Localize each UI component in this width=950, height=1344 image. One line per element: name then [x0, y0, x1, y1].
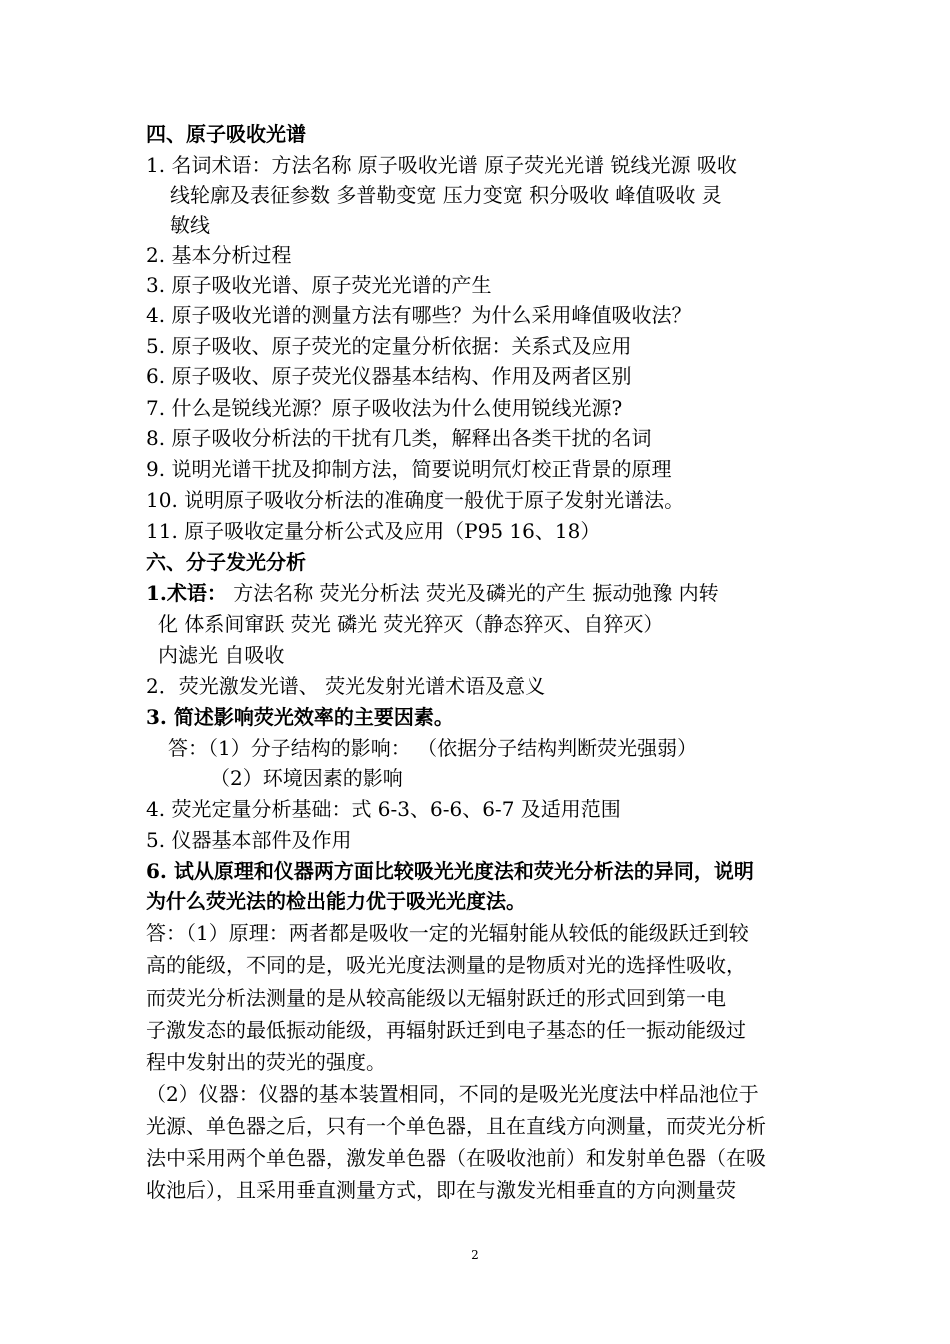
list-item: 5. 原子吸收、原子荧光的定量分析依据：关系式及应用 — [146, 334, 632, 358]
list-item: 9. 说明光谱干扰及抑制方法，简要说明氘灯校正背景的原理 — [146, 457, 672, 481]
list-item — [146, 578, 719, 608]
question-heading: 3. 简述影响荧光效率的主要因素。 — [146, 705, 454, 729]
list-item-continuation: 内滤光 自吸收 — [158, 643, 285, 667]
list-item: 8. 原子吸收分析法的干扰有几类，解释出各类干扰的名词 — [146, 426, 652, 450]
list-item: 4. 原子吸收光谱的测量方法有哪些？为什么采用峰值吸收法？ — [146, 303, 692, 327]
answer-paragraph-line: 收池后），且采用垂直测量方式，即在与激发光相垂直的方向测量荧 — [146, 1178, 736, 1202]
answer-paragraph-line: 光源、单色器之后，只有一个单色器，且在直线方向测量，而荧光分析 — [146, 1114, 766, 1138]
answer-paragraph-line: 程中发射出的荧光的强度。 — [146, 1050, 386, 1074]
answer-line: 答：（1）分子结构的影响： （依据分子结构判断荧光强弱） — [168, 736, 698, 760]
term-label: 1.术语： — [146, 581, 227, 605]
list-item: 11. 原子吸收定量分析公式及应用（P95 16、18） — [146, 519, 601, 543]
answer-paragraph-line: 子激发态的最低振动能级，再辐射跃迁到电子基态的任一振动能级过 — [146, 1018, 746, 1042]
answer-paragraph-line: 法中采用两个单色器，激发单色器（在吸收池前）和发射单色器（在吸 — [146, 1146, 766, 1170]
list-item: 4. 荧光定量分析基础：式 6-3、6-6、6-7 及适用范围 — [146, 797, 621, 821]
page-number: 2 — [471, 1248, 479, 1262]
list-item: 1. 名词术语：方法名称 原子吸收光谱 原子荧光光谱 锐线光源 吸收 — [146, 153, 737, 177]
list-item-continuation: 敏线 — [170, 213, 210, 237]
term-text: 方法名称 荧光分析法 荧光及磷光的产生 振动弛豫 内转 — [226, 581, 719, 605]
section-heading-atomic-absorption: 四、原子吸收光谱 — [146, 122, 306, 146]
list-item: 5. 仪器基本部件及作用 — [146, 828, 352, 852]
answer-line: （2）环境因素的影响 — [210, 766, 403, 790]
list-item: 7. 什么是锐线光源？原子吸收法为什么使用锐线光源? — [146, 396, 623, 420]
question-heading: 6. 试从原理和仪器两方面比较吸光光度法和荧光分析法的异同，说明 — [146, 859, 754, 883]
answer-paragraph-line: 高的能级，不同的是，吸光光度法测量的是物质对光的选择性吸收， — [146, 953, 746, 977]
section-heading-molecular-luminescence: 六、分子发光分析 — [146, 550, 306, 574]
list-item-continuation: 化 体系间窜跃 荧光 磷光 荧光猝灭（静态猝灭、自猝灭） — [158, 612, 664, 636]
list-item: 3. 原子吸收光谱、原子荧光光谱的产生 — [146, 273, 492, 297]
list-item-continuation: 线轮廓及表征参数 多普勒变宽 压力变宽 积分吸收 峰值吸收 灵 — [170, 183, 722, 207]
answer-paragraph-line: 答：（1）原理：两者都是吸收一定的光辐射能从较低的能级跃迁到较 — [146, 921, 749, 945]
question-heading-continuation: 为什么荧光法的检出能力优于吸光光度法。 — [146, 889, 526, 913]
list-item: 10. 说明原子吸收分析法的准确度一般优于原子发射光谱法。 — [146, 488, 685, 512]
answer-paragraph-line: 而荧光分析法测量的是从较高能级以无辐射跃迁的形式回到第一电 — [146, 986, 726, 1010]
list-item: 6. 原子吸收、原子荧光仪器基本结构、作用及两者区别 — [146, 364, 632, 388]
answer-paragraph-line: （2）仪器：仪器的基本装置相同，不同的是吸光光度法中样品池位于 — [146, 1082, 759, 1106]
list-item: 2. 基本分析过程 — [146, 243, 292, 267]
list-item: 2．荧光激发光谱、 荧光发射光谱术语及意义 — [146, 674, 546, 698]
